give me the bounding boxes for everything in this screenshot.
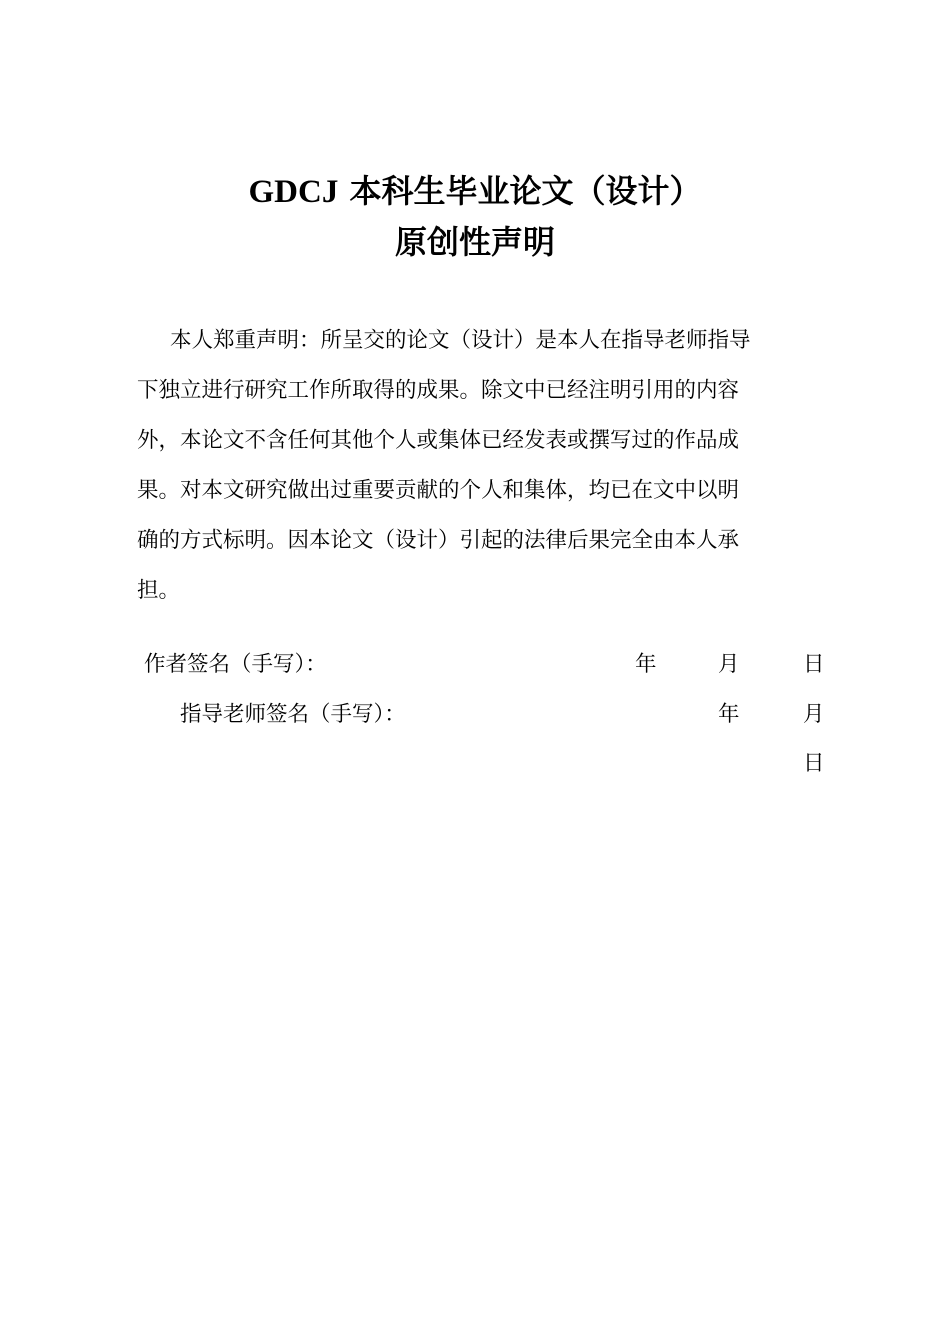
document-title — [0, 171, 950, 212]
advisor-year-label: 年 — [718, 702, 740, 727]
author-year-label: 年 — [635, 652, 657, 677]
advisor-month-label: 月 — [803, 702, 825, 727]
title-prefix: GDCJ — [248, 174, 339, 210]
declaration-line: 确的方式标明。因本论文（设计）引起的法律后果完全由本人承 — [137, 528, 740, 553]
title-text: 本科生毕业论文（设计） — [349, 172, 702, 210]
advisor-day-label: 日 — [803, 751, 825, 776]
document-subtitle: 原创性声明 — [394, 223, 555, 261]
declaration-line: 果。对本文研究做出过重要贡献的个人和集体，均已在文中以明 — [137, 478, 740, 503]
declaration-line: 下独立进行研究工作所取得的成果。除文中已经注明引用的内容 — [137, 378, 740, 403]
author-month-label: 月 — [718, 652, 740, 677]
declaration-line: 外，本论文不含任何其他个人或集体已经发表或撰写过的作品成 — [137, 428, 740, 453]
author-signature-label: 作者签名（手写）： — [144, 652, 327, 677]
advisor-signature-label: 指导老师签名（手写）： — [180, 702, 406, 727]
author-day-label: 日 — [803, 652, 825, 677]
declaration-line: 本人郑重声明：所呈交的论文（设计）是本人在指导老师指导 — [170, 328, 751, 353]
declaration-line: 担。 — [137, 578, 181, 603]
